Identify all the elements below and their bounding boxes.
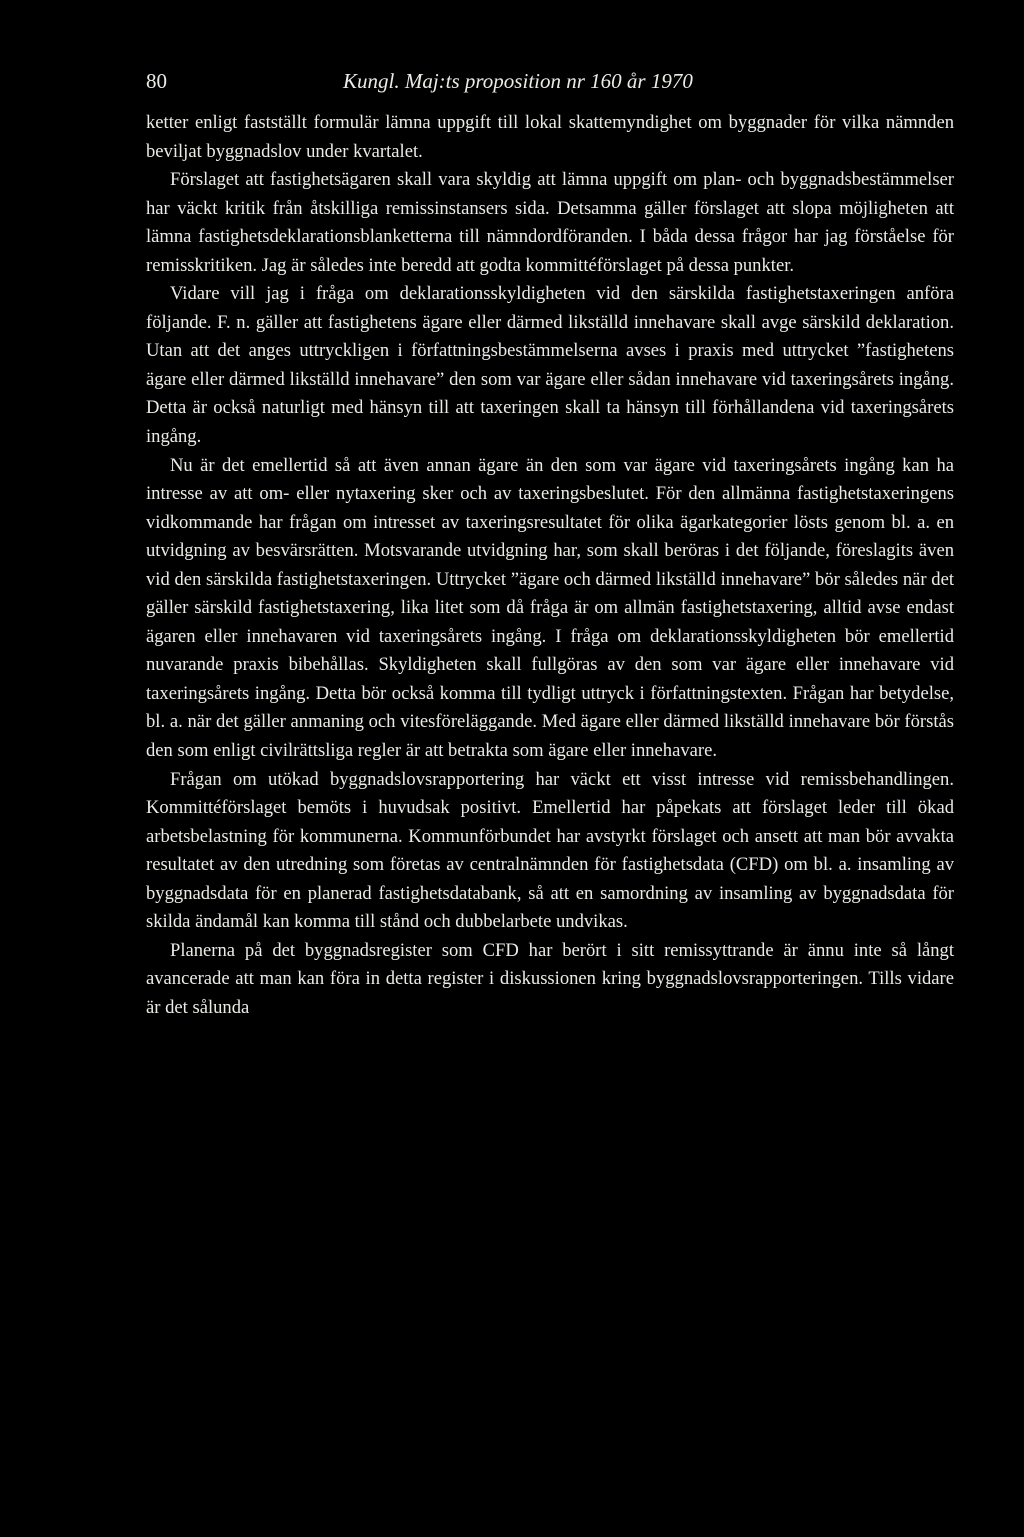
- paragraph-1: ketter enligt fastställt formulär lämna uppgift till lokal skattemyndighet om byggnader för vilka nämnden beviljat byggnadslov under kvartalet.: [146, 112, 954, 162]
- paragraph-5: Frågan om utökad byggnadslovsrapportering har väckt ett visst intresse vid remissbehandlingen. Kommittéförslaget bemöts i huvudsak positivt. Emellertid har påpekats att förslaget leder till ökad arbetsbelastning för kommunerna. Kommunförbundet har avstyrkt förslaget och ansett att man bör avvakta resultatet av den utredning som företas av centralnämnden för fastighetsdata (CFD) om bl. a. insamling av byggnadsdata för en planerad fastighetsdatabank, så att en samordning av insamling av byggnadsdata för skilda ändamål kan komma till stånd och dubbelarbete undvikas.: [146, 768, 954, 933]
- body-text: [146, 109, 954, 1023]
- paragraph-4: Nu är det emellertid så att även annan ägare än den som var ägare vid taxeringsårets ingång kan ha intresse av att om- eller nytaxering sker och av taxeringsbeslutet. För den allmänna fastighetstaxeringens vidkommande har frågan om intresset av taxeringsresultatet för olika ägarkategorier lösts genom bl. a. en utvidgning av besvärsrätten. Motsvarande utvidgning har, som skall beröras i det följande, föreslagits även vid den särskilda fastighetstaxeringen. Uttrycket ”ägare och därmed likställd innehavare” bör således när det gäller särskild fastighetstaxering, lika litet som då fråga är om allmän fastighetstaxering, alltid avse endast ägaren eller innehavaren vid taxeringsårets ingång. I fråga om deklarationsskyldigheten bör emellertid nuvarande praxis bibehållas. Skyldigheten skall fullgöras av den som var ägare eller innehavare vid taxeringsårets ingång. Detta bör också komma till tydligt uttryck i författningstexten. Frågan har betydelse, bl. a. när det gäller anmaning och vitesföreläggande. Med ägare eller därmed likställd innehavare bör förstås den som enligt civilrättsliga regler är att betrakta som ägare eller innehavare.: [146, 454, 954, 762]
- paragraph-3: Vidare vill jag i fråga om deklarationsskyldigheten vid den särskilda fastighetstaxeringen anföra följande. F. n. gäller att fastighetens ägare eller därmed likställd innehavare skall avge särskild deklaration. Utan att det anges uttryckligen i författningsbestämmelserna avses i praxis med uttrycket ”fastighetens ägare eller därmed likställd innehavare” den som var ägare eller sådan innehavare vid taxeringsårets ingång. Detta är också naturligt med hänsyn till att taxeringen skall ta hänsyn till förhållandena vid taxeringsårets ingång.: [146, 283, 954, 448]
- page-header: [146, 66, 954, 96]
- paragraph-6: Planerna på det byggnadsregister som CFD har berört i sitt remissyttrande är ännu inte så långt avancerade att man kan föra in detta register i diskussionen kring byggnadslovsrapporteringen. Tills vidare är det sålunda: [146, 939, 954, 1018]
- page-number: 80: [146, 69, 167, 93]
- running-title: Kungl. Maj:ts proposition nr 160 år 1970: [343, 69, 693, 93]
- paragraph-2: Förslaget att fastighetsägaren skall vara skyldig att lämna uppgift om plan- och byggnadsbestämmelser har väckt kritik från åtskilliga remissinstansers sida. Detsamma gäller förslaget att slopa möjligheten att lämna fastighetsdeklarationsblanketterna till nämndordföranden. I båda dessa frågor har jag förståelse för remisskritiken. Jag är således inte beredd att godta kommittéförslaget på dessa punkter.: [146, 169, 954, 276]
